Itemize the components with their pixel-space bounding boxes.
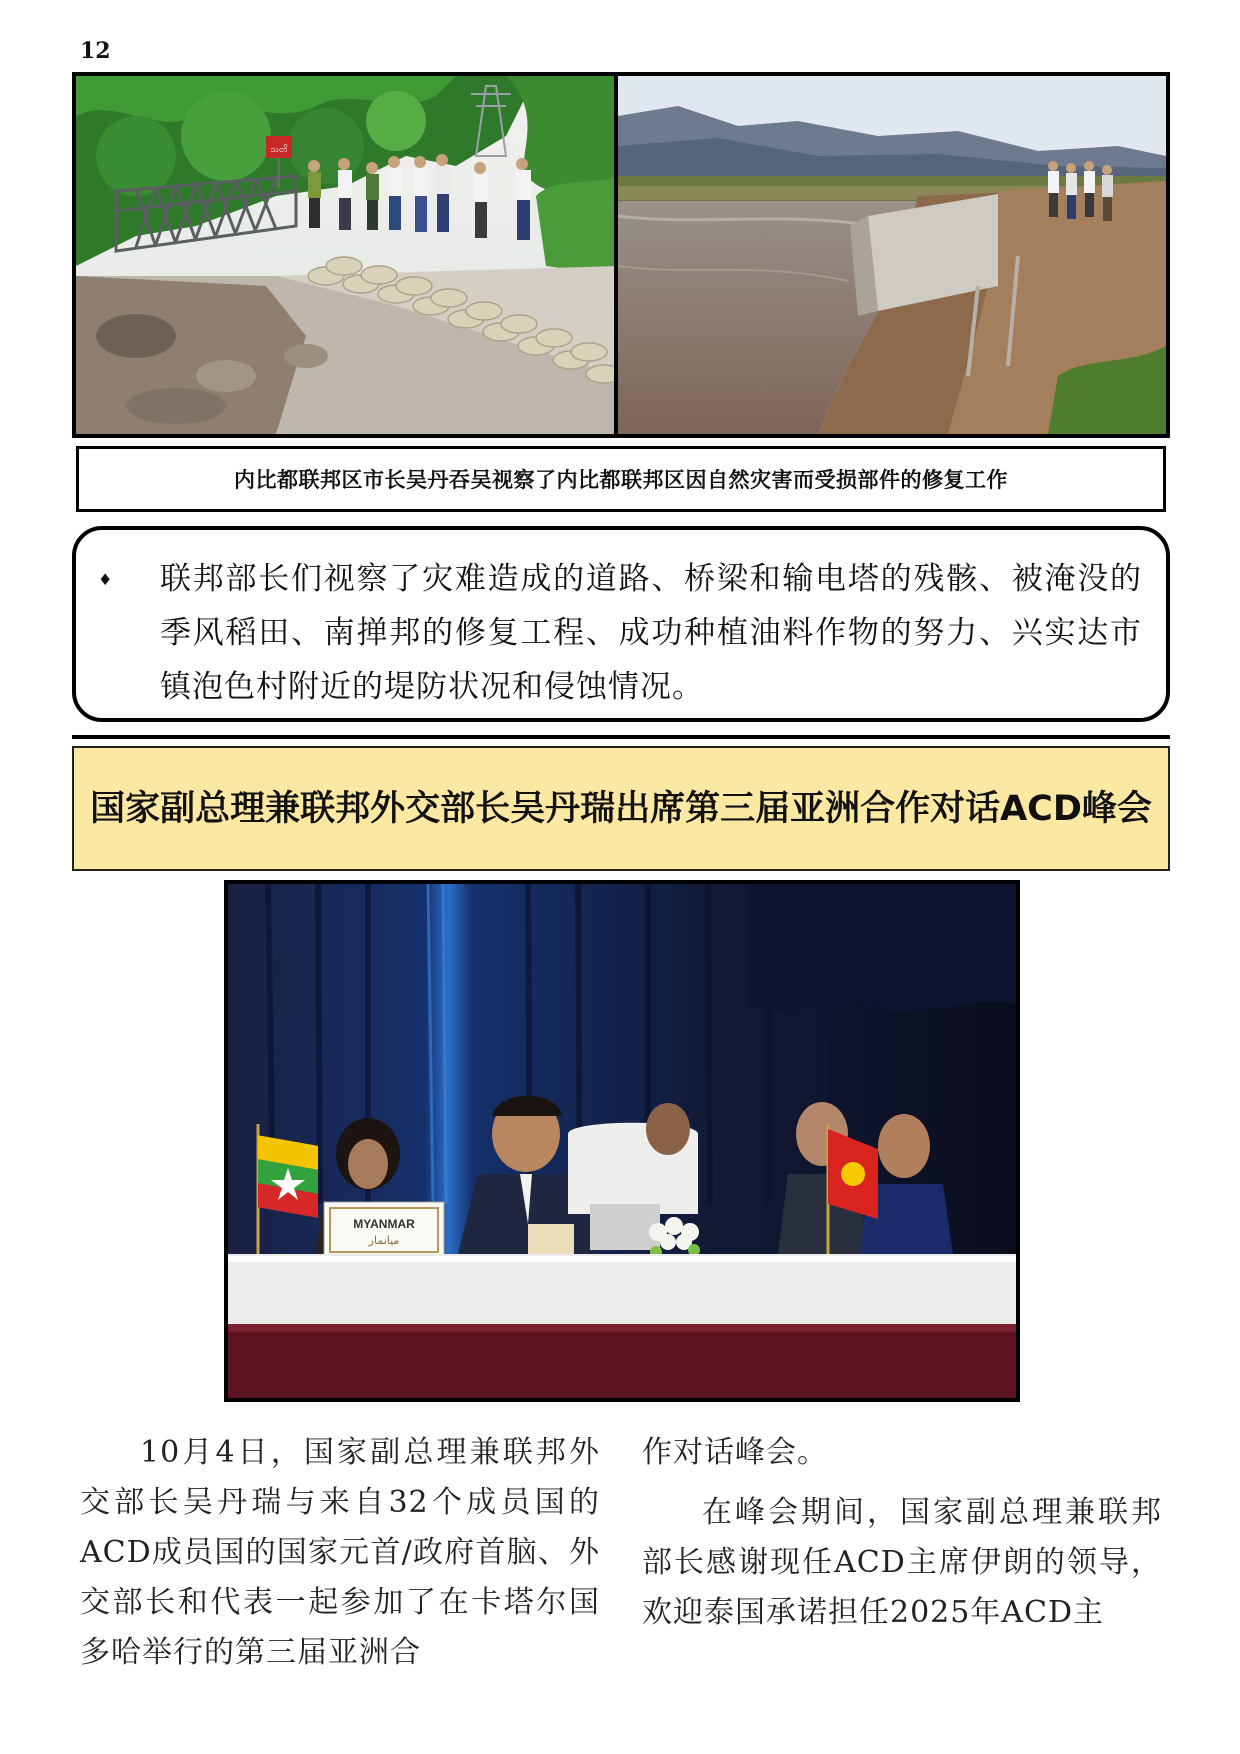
article-paragraph-2: 在峰会期间，国家副总理兼联邦部长感谢现任ACD主席伊朗的领导，欢迎泰国承诺担任2025年ACD主 [642,1495,1162,1630]
myanmar-nameplate-arabic: ميانمار [368,1234,400,1247]
bridge-sign-text: သတိ [270,145,288,155]
acd-summit-headline: 国家副总理兼联邦外交部长吴丹瑞出席第三届亚洲合作对话ACD峰会 [72,746,1170,871]
riverbank-erosion-photo [618,76,1166,434]
summary-text: 联邦部长们视察了灾难造成的道路、桥梁和输电塔的残骸、被淹没的季风稻田、南掸邦的修复工程、成功种植油料作物的努力、兴实达市镇泡色村附近的堤防状况和侵蚀情况。 [160,561,1142,705]
bridge-inspection-photo [76,76,618,434]
ministers-inspection-summary [72,526,1170,722]
article-column-left [80,1428,600,1678]
inspection-photo-row [72,72,1170,438]
page-number: 12 [80,38,111,64]
acd-summit-photo [224,880,1020,1402]
article-paragraph-1: 10月4日，国家副总理兼联邦外交部长吴丹瑞与来自32个成员国的ACD成员国的国家元首/政府首脑、外交部长和代表一起参加了在卡塔尔国多哈举行的第三届亚洲合 [80,1435,600,1670]
myanmar-nameplate-label: MYANMAR [353,1217,415,1231]
article-column-right [642,1428,1162,1638]
diamond-bullet-icon: ♦ [98,570,113,589]
article-paragraph-1-continued: 作对话峰会。 [642,1435,828,1470]
section-divider [72,735,1170,739]
inspection-photo-caption: 内比都联邦区市长吴丹吞吴视察了内比都联邦区因自然灾害而受损部件的修复工作 [76,446,1166,512]
